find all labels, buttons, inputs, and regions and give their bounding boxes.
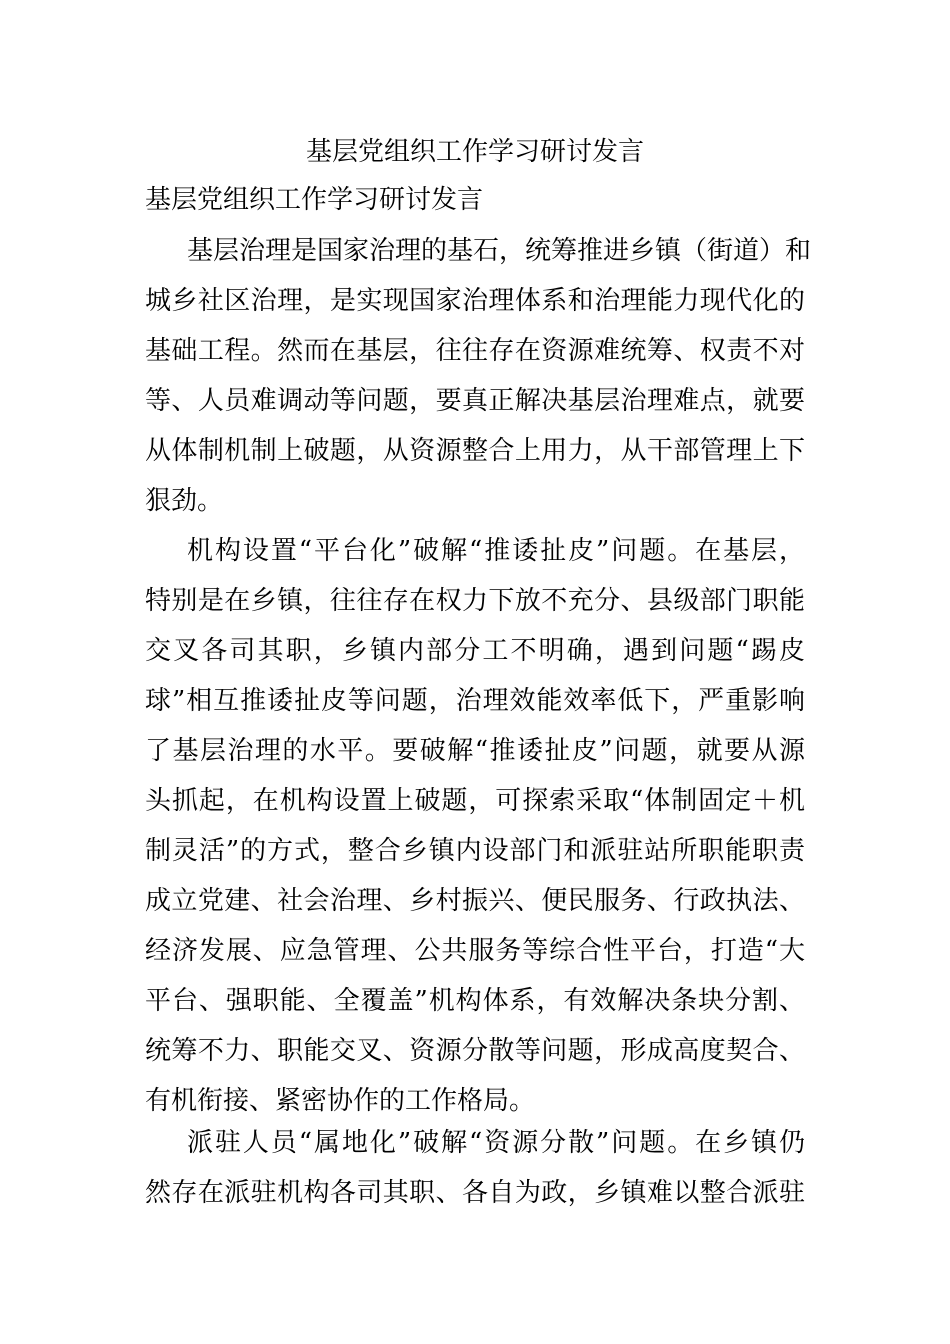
paragraph-line: 统筹不力、职能交叉、资源分散等问题，形成高度契合、 [145, 1036, 805, 1066]
paragraph-line: 了基层治理的水平。要破解“推诿扯皮”问题，就要从源 [145, 736, 805, 766]
paragraph-line: 特别是在乡镇，往往存在权力下放不充分、县级部门职能 [145, 586, 805, 616]
paragraph-1 [145, 226, 812, 526]
paragraph-2 [145, 526, 805, 1126]
document-subtitle: 基层党组织工作学习研讨发言 [145, 185, 484, 215]
paragraph-line: 经济发展、应急管理、公共服务等综合性平台，打造“大 [145, 936, 805, 966]
paragraph-line: 城乡社区治理，是实现国家治理体系和治理能力现代化的 [145, 286, 805, 316]
paragraph-line: 派驻人员“属地化”破解“资源分散”问题。在乡镇仍 [187, 1128, 805, 1158]
paragraph-line: 等、人员难调动等问题，要真正解决基层治理难点，就要 [145, 386, 805, 416]
paragraph-line: 制灵活”的方式，整合乡镇内设部门和派驻站所职能职责 [145, 836, 805, 866]
paragraph-line: 交叉各司其职，乡镇内部分工不明确，遇到问题“踢皮 [145, 636, 805, 666]
document-title: 基层党组织工作学习研讨发言 [305, 137, 644, 167]
paragraph-line: 基础工程。然而在基层，往往存在资源难统筹、权责不对 [145, 336, 805, 366]
paragraph-line: 头抓起，在机构设置上破题，可探索采取“体制固定＋机 [145, 786, 805, 816]
paragraph-line: 成立党建、社会治理、乡村振兴、便民服务、行政执法、 [145, 886, 805, 916]
paragraph-line: 然存在派驻机构各司其职、各自为政，乡镇难以整合派驻 [145, 1178, 805, 1208]
paragraph-line: 有机衔接、紧密协作的工作格局。 [145, 1086, 536, 1116]
paragraph-line: 平台、强职能、全覆盖”机构体系，有效解决条块分割、 [145, 986, 805, 1016]
paragraph-line: 球”相互推诿扯皮等问题，治理效能效率低下，严重影响 [145, 686, 805, 716]
paragraph-3 [145, 1118, 805, 1218]
paragraph-line: 从体制机制上破题，从资源整合上用力，从干部管理上下 [145, 436, 805, 466]
paragraph-line: 狠劲。 [145, 486, 224, 516]
paragraph-line: 机构设置“平台化”破解“推诿扯皮”问题。在基层， [187, 536, 805, 566]
paragraph-line: 基层治理是国家治理的基石，统筹推进乡镇（街道）和 [187, 236, 812, 266]
